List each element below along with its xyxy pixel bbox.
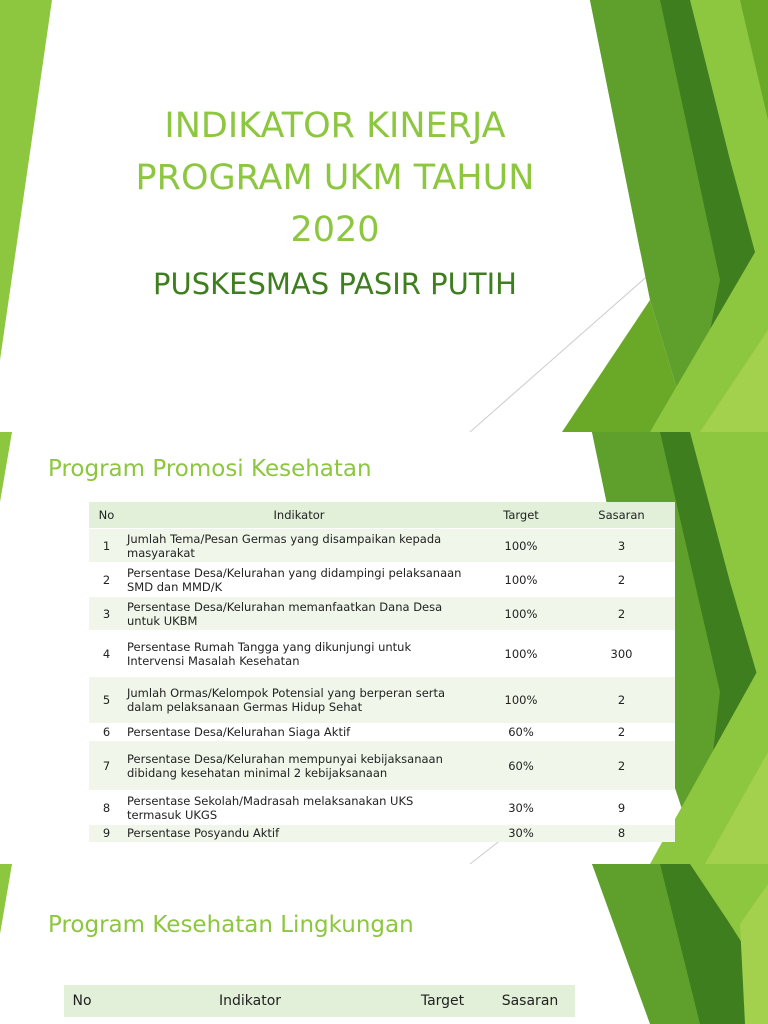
kesehatan-lingkungan-slide [0, 864, 768, 1024]
title-line: INDIKATOR KINERJA [164, 106, 506, 146]
row-target: 100% [474, 631, 568, 677]
title-line: PROGRAM UKM TAHUN [135, 158, 535, 198]
table-row [89, 724, 675, 741]
table-row [89, 631, 675, 677]
row-indicator: Persentase Posyandu Aktif [124, 825, 474, 842]
column-header: No [64, 985, 100, 1017]
row-number: 9 [89, 825, 124, 842]
row-sasaran: 2 [568, 741, 675, 791]
row-sasaran: 2 [568, 597, 675, 631]
row-target: 100% [474, 563, 568, 597]
row-number: 5 [89, 677, 124, 724]
title-line: 2020 [290, 210, 380, 250]
row-target: 100% [474, 597, 568, 631]
row-target: 100% [474, 529, 568, 563]
row-target: 60% [474, 724, 568, 741]
column-header: Indikator [100, 985, 400, 1017]
indicator-table [89, 502, 675, 842]
row-number: 2 [89, 563, 124, 597]
row-sasaran: 2 [568, 677, 675, 724]
row-sasaran: 2 [568, 724, 675, 741]
slide-title [100, 100, 570, 256]
title-slide [0, 0, 768, 432]
row-sasaran: 9 [568, 791, 675, 825]
row-number: 6 [89, 724, 124, 741]
column-header: Sasaran [485, 985, 575, 1017]
column-header: Target [400, 985, 485, 1017]
column-header: Sasaran [568, 502, 675, 529]
table-row [89, 677, 675, 724]
table-row [89, 741, 675, 791]
row-indicator: Jumlah Tema/Pesan Germas yang disampaikan kepada masyarakat [124, 529, 474, 563]
table-row [89, 825, 675, 842]
section-heading: Program Promosi Kesehatan [48, 456, 372, 482]
row-indicator: Persentase Desa/Kelurahan yang didampingi pelaksanaan SMD dan MMD/K [124, 563, 474, 597]
row-indicator: Persentase Desa/Kelurahan Siaga Aktif [124, 724, 474, 741]
column-header: Indikator [124, 502, 474, 529]
row-number: 1 [89, 529, 124, 563]
section-heading: Program Kesehatan Lingkungan [48, 912, 414, 938]
slide-subtitle: PUSKESMAS PASIR PUTIH [153, 267, 517, 301]
row-indicator: Persentase Sekolah/Madrasah melaksanakan UKS termasuk UKGS [124, 791, 474, 825]
row-sasaran: 300 [568, 631, 675, 677]
table-row [89, 597, 675, 631]
table-row [89, 791, 675, 825]
row-indicator: Jumlah Ormas/Kelompok Potensial yang berperan serta dalam pelaksanaan Germas Hidup Sehat [124, 677, 474, 724]
row-target: 60% [474, 741, 568, 791]
row-target: 30% [474, 825, 568, 842]
row-target: 30% [474, 791, 568, 825]
promosi-kesehatan-slide [0, 432, 768, 864]
row-number: 7 [89, 741, 124, 791]
column-header: Target [474, 502, 568, 529]
row-sasaran: 8 [568, 825, 675, 842]
column-header: No [89, 502, 124, 529]
table-row [89, 529, 675, 563]
row-number: 3 [89, 597, 124, 631]
table-header-row [89, 502, 675, 529]
row-indicator: Persentase Rumah Tangga yang dikunjungi untuk Intervensi Masalah Kesehatan [124, 631, 474, 677]
table-row [89, 563, 675, 597]
row-number: 8 [89, 791, 124, 825]
row-sasaran: 3 [568, 529, 675, 563]
row-indicator: Persentase Desa/Kelurahan memanfaatkan Dana Desa untuk UKBM [124, 597, 474, 631]
row-target: 100% [474, 677, 568, 724]
row-number: 4 [89, 631, 124, 677]
table-header-row [64, 985, 575, 1017]
indicator-table [64, 985, 575, 1017]
row-sasaran: 2 [568, 563, 675, 597]
row-indicator: Persentase Desa/Kelurahan mempunyai kebijaksanaan dibidang kesehatan minimal 2 kebijaksanaan [124, 741, 474, 791]
